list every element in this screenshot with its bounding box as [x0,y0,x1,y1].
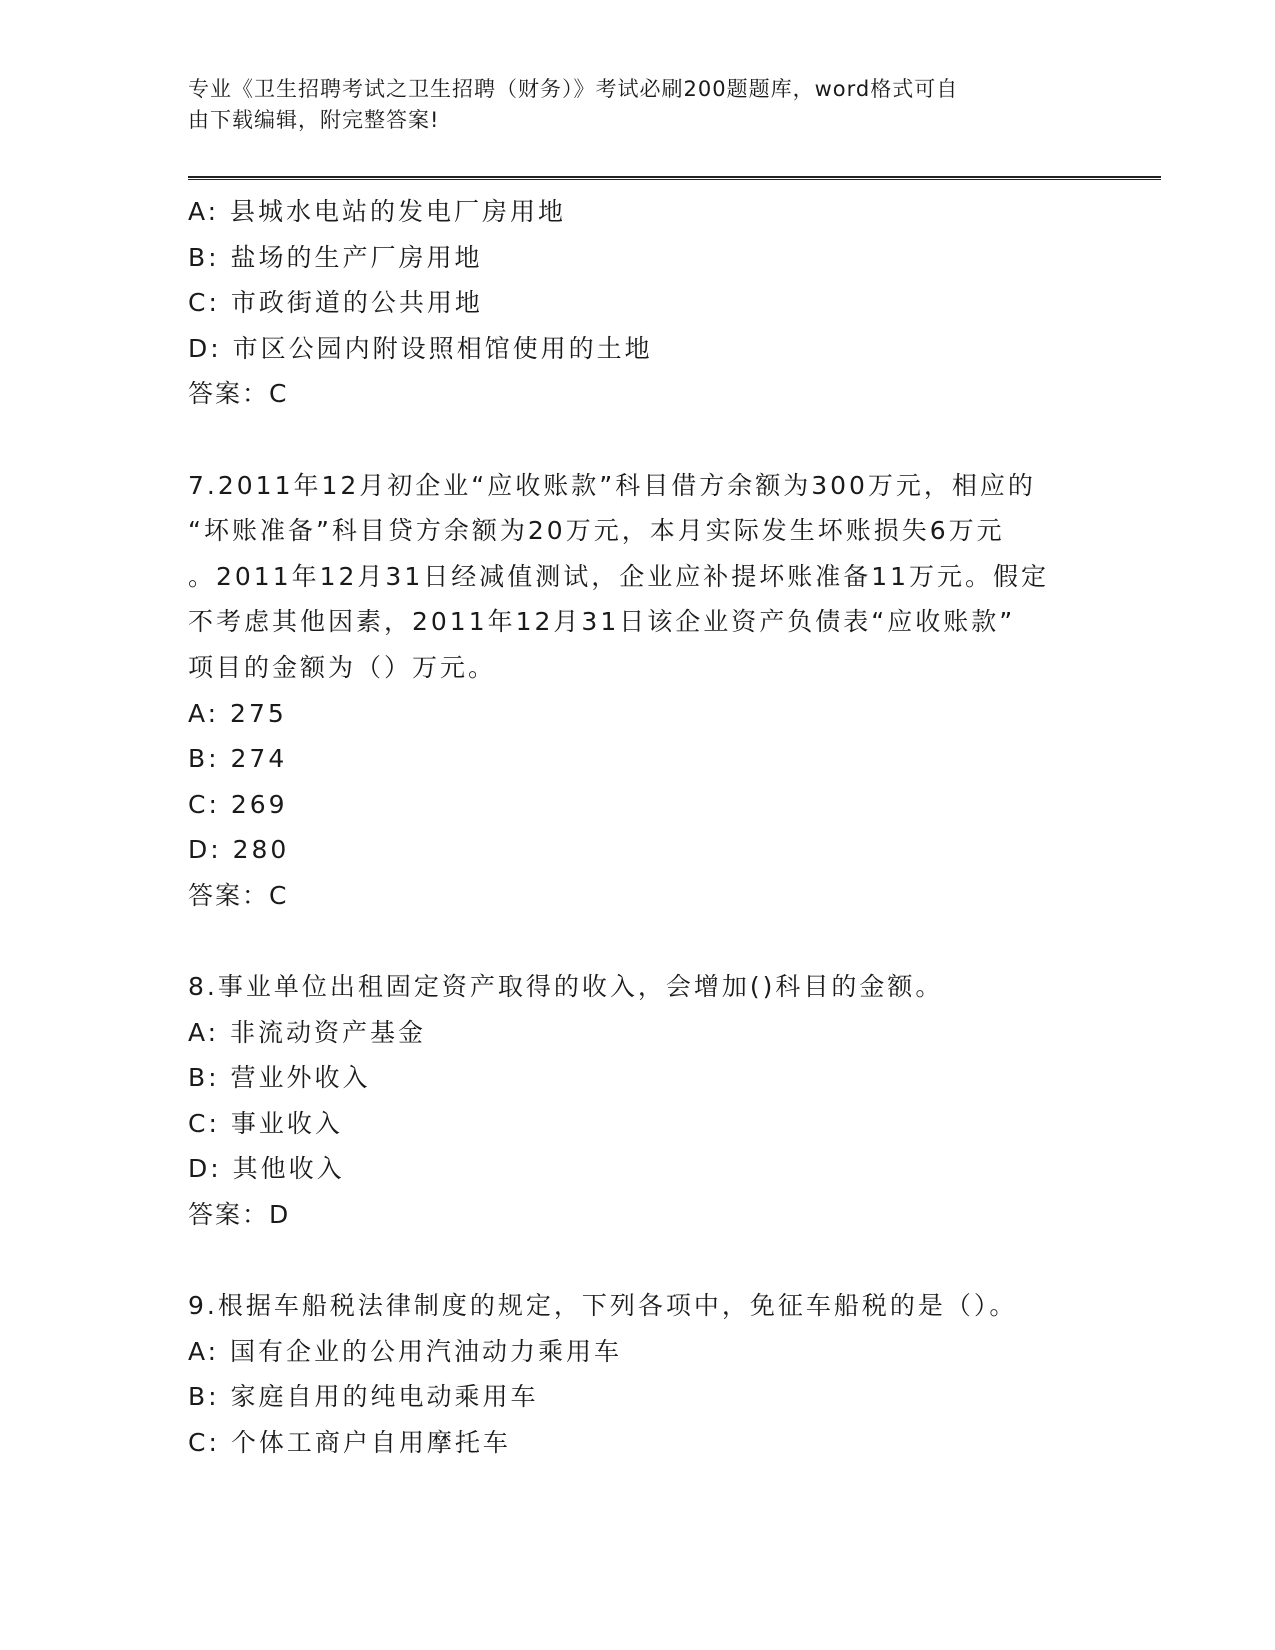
question-list [188,189,1088,1466]
spacer [188,1238,1088,1284]
option-b: B: 营业外收入 [188,1063,371,1093]
option-b: B: 家庭自用的纯电动乘用车 [188,1382,539,1412]
question-9-block [188,1283,1088,1465]
question-stem: 8.事业单位出租固定资产取得的收入，会增加()科目的金额。 [188,972,944,1002]
answer-label: 答案：C [188,379,289,409]
spacer [188,417,1088,463]
option-c: C: 269 [188,789,288,819]
question-stem-line: “坏账准备”科目贷方余额为20万元，本月实际发生坏账损失6万元 [188,516,1005,546]
document-header [188,74,1068,136]
spacer [188,919,1088,965]
option-b: B: 盐场的生产厂房用地 [188,242,483,272]
option-b: B: 274 [188,744,288,774]
question-stem-line: 项目的金额为（）万元。 [188,652,497,682]
option-d: D: 280 [188,835,290,865]
option-c: C: 个体工商户自用摩托车 [188,1428,511,1458]
option-a: A: 国有企业的公用汽油动力乘用车 [188,1336,623,1366]
option-a: A: 275 [188,698,287,728]
option-a: A: 县城水电站的发电厂房用地 [188,197,567,226]
question-8-block [188,964,1088,1238]
answer-label: 答案：D [188,1200,291,1230]
option-c: C: 市政街道的公共用地 [188,288,483,318]
header-line-1: 专业《卫生招聘考试之卫生招聘（财务）》考试必刷200题题库，word格式可自 [188,77,959,101]
option-d: D: 市区公园内附设照相馆使用的土地 [188,333,653,363]
answer-label: 答案：C [188,880,289,910]
question-stem-line: 。2011年12月31日经减值测试，企业应补提坏账准备11万元。假定 [188,561,1050,591]
option-c: C: 事业收入 [188,1108,343,1138]
option-d: D: 其他收入 [188,1154,345,1184]
option-a: A: 非流动资产基金 [188,1017,427,1047]
question-stem-line: 不考虑其他因素，2011年12月31日该企业资产负债表“应收账款” [188,607,1016,637]
question-stem: 9.根据车船税法律制度的规定，下列各项中，免征车船税的是（）。 [188,1291,1018,1321]
header-divider [188,176,1161,180]
header-line-2: 由下载编辑，附完整答案! [188,108,440,132]
question-6-block [188,189,1088,417]
question-stem-line: 7.2011年12月初企业“应收账款”科目借方余额为300万元，相应的 [188,470,1036,500]
question-7-block [188,463,1088,919]
